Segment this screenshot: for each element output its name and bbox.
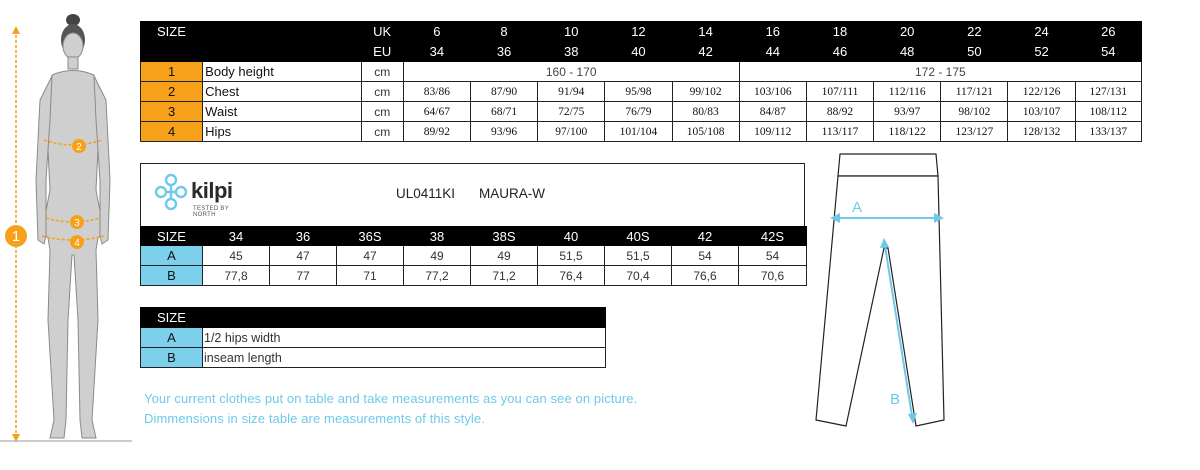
unit-eu: EU — [361, 42, 403, 62]
legend-desc: 1/2 hips width — [203, 328, 606, 348]
product-name: MAURA-W — [479, 186, 545, 201]
chest-value: 127/131 — [1075, 82, 1141, 102]
uk-size: 26 — [1075, 22, 1141, 42]
dimensions-note: Dimmensions in size table are measurements of this style. — [144, 411, 485, 426]
waist-value: 108/112 — [1075, 102, 1141, 122]
legend-row-a — [141, 328, 606, 348]
waist-value: 88/92 — [806, 102, 873, 122]
a-value: 47 — [270, 246, 337, 266]
hips-value: 113/117 — [806, 122, 873, 142]
uk-size: 24 — [1008, 22, 1075, 42]
logo-tagline: TESTED BY NORTH — [193, 206, 229, 218]
size-label: SIZE — [141, 22, 362, 42]
height-range-large: 172 - 175 — [739, 62, 1141, 82]
hips-value: 105/108 — [672, 122, 739, 142]
size-label: SIZE — [141, 227, 203, 246]
waist-value: 98/102 — [941, 102, 1008, 122]
a-value: 45 — [203, 246, 270, 266]
marker-2-label: 2 — [76, 142, 82, 153]
hips-value: 89/92 — [403, 122, 470, 142]
b-value: 76,4 — [538, 266, 605, 286]
chest-value: 91/94 — [538, 82, 605, 102]
row-unit: cm — [361, 102, 403, 122]
row-unit: cm — [361, 82, 403, 102]
chest-value: 103/106 — [739, 82, 806, 102]
waist-value: 80/83 — [672, 102, 739, 122]
row-waist — [141, 102, 1142, 122]
b-value: 71 — [337, 266, 404, 286]
chest-value: 99/102 — [672, 82, 739, 102]
hips-value: 101/104 — [605, 122, 672, 142]
hips-value: 93/96 — [470, 122, 537, 142]
waist-value: 93/97 — [874, 102, 941, 122]
a-value: 51,5 — [538, 246, 605, 266]
size-label-empty — [141, 42, 362, 62]
uk-size: 8 — [470, 22, 537, 42]
product-code: UL0411KI — [396, 186, 456, 201]
marker-3-label: 3 — [74, 218, 80, 229]
eu-size: 52 — [1008, 42, 1075, 62]
waist-value: 68/71 — [470, 102, 537, 122]
product-size: 38 — [404, 227, 471, 246]
b-value: 70,6 — [739, 266, 807, 286]
brand-logo — [153, 172, 253, 222]
size-header-eu — [141, 42, 1142, 62]
eu-size: 36 — [470, 42, 537, 62]
logo-wordmark: kilpi — [191, 178, 233, 203]
a-value: 49 — [404, 246, 471, 266]
hips-value: 123/127 — [941, 122, 1008, 142]
hips-value: 109/112 — [739, 122, 806, 142]
row-key: A — [141, 246, 203, 266]
hips-value: 133/137 — [1075, 122, 1141, 142]
row-b — [141, 266, 807, 286]
a-value: 49 — [471, 246, 538, 266]
row-body-height — [141, 62, 1142, 82]
chest-value: 117/121 — [941, 82, 1008, 102]
uk-size: 12 — [605, 22, 672, 42]
row-a — [141, 246, 807, 266]
b-value: 76,6 — [672, 266, 739, 286]
waist-value: 64/67 — [403, 102, 470, 122]
a-value: 54 — [672, 246, 739, 266]
row-number: 2 — [141, 82, 203, 102]
size-header-uk — [141, 22, 1142, 42]
a-value: 47 — [337, 246, 404, 266]
pants-diagram — [812, 150, 962, 435]
row-name: Chest — [203, 82, 361, 102]
legend-table — [140, 307, 606, 368]
row-hips — [141, 122, 1142, 142]
waist-value: 72/75 — [538, 102, 605, 122]
product-size: 34 — [203, 227, 270, 246]
product-size-header — [141, 227, 807, 246]
product-size: 36 — [270, 227, 337, 246]
hips-value: 97/100 — [538, 122, 605, 142]
a-value: 54 — [739, 246, 807, 266]
marker-1-label: 1 — [11, 228, 21, 245]
eu-size: 54 — [1075, 42, 1141, 62]
eu-size: 50 — [941, 42, 1008, 62]
row-number: 4 — [141, 122, 203, 142]
uk-size: 10 — [538, 22, 605, 42]
row-name: Waist — [203, 102, 361, 122]
marker-4-label: 4 — [74, 238, 80, 249]
uk-size: 18 — [806, 22, 873, 42]
chest-value: 112/116 — [874, 82, 941, 102]
legend-key: A — [141, 328, 203, 348]
product-size: 40 — [538, 227, 605, 246]
size-chart-table — [140, 21, 1142, 142]
eu-size: 44 — [739, 42, 806, 62]
chest-value: 87/90 — [470, 82, 537, 102]
eu-size: 42 — [672, 42, 739, 62]
waist-value: 103/107 — [1008, 102, 1075, 122]
waist-value: 84/87 — [739, 102, 806, 122]
b-value: 71,2 — [471, 266, 538, 286]
chest-value: 107/111 — [806, 82, 873, 102]
row-name: Hips — [203, 122, 361, 142]
row-number: 3 — [141, 102, 203, 122]
eu-size: 48 — [874, 42, 941, 62]
eu-size: 46 — [806, 42, 873, 62]
hips-value: 118/122 — [874, 122, 941, 142]
height-range-small: 160 - 170 — [403, 62, 739, 82]
legend-desc: inseam length — [203, 348, 606, 368]
b-value: 77,8 — [203, 266, 270, 286]
row-name: Body height — [203, 62, 361, 82]
a-value: 51,5 — [605, 246, 672, 266]
row-unit: cm — [361, 62, 403, 82]
uk-size: 6 — [403, 22, 470, 42]
b-value: 70,4 — [605, 266, 672, 286]
kilpi-knot-icon — [153, 172, 189, 216]
uk-size: 22 — [941, 22, 1008, 42]
unit-uk: UK — [361, 22, 403, 42]
size-label: SIZE — [141, 308, 606, 328]
chest-value: 122/126 — [1008, 82, 1075, 102]
product-size: 42S — [739, 227, 807, 246]
uk-size: 16 — [739, 22, 806, 42]
uk-size: 20 — [874, 22, 941, 42]
chest-value: 83/86 — [403, 82, 470, 102]
b-value: 77,2 — [404, 266, 471, 286]
waist-value: 76/79 — [605, 102, 672, 122]
legend-row-b — [141, 348, 606, 368]
uk-size: 14 — [672, 22, 739, 42]
eu-size: 40 — [605, 42, 672, 62]
chest-value: 95/98 — [605, 82, 672, 102]
row-number: 1 — [141, 62, 203, 82]
product-header — [140, 163, 805, 226]
b-value: 77 — [270, 266, 337, 286]
legend-key: B — [141, 348, 203, 368]
pants-label-a: A — [852, 199, 863, 216]
body-figure — [0, 0, 140, 450]
eu-size: 34 — [403, 42, 470, 62]
instruction-note: Your current clothes put on table and take measurements as you can see on picture. — [144, 391, 638, 406]
product-size: 40S — [605, 227, 672, 246]
pants-label-b: B — [890, 391, 901, 408]
row-unit: cm — [361, 122, 403, 142]
row-key: B — [141, 266, 203, 286]
legend-header — [141, 308, 606, 328]
row-chest — [141, 82, 1142, 102]
product-size: 42 — [672, 227, 739, 246]
hips-value: 128/132 — [1008, 122, 1075, 142]
product-size: 38S — [471, 227, 538, 246]
eu-size: 38 — [538, 42, 605, 62]
product-size: 36S — [337, 227, 404, 246]
product-size-table — [140, 226, 807, 286]
